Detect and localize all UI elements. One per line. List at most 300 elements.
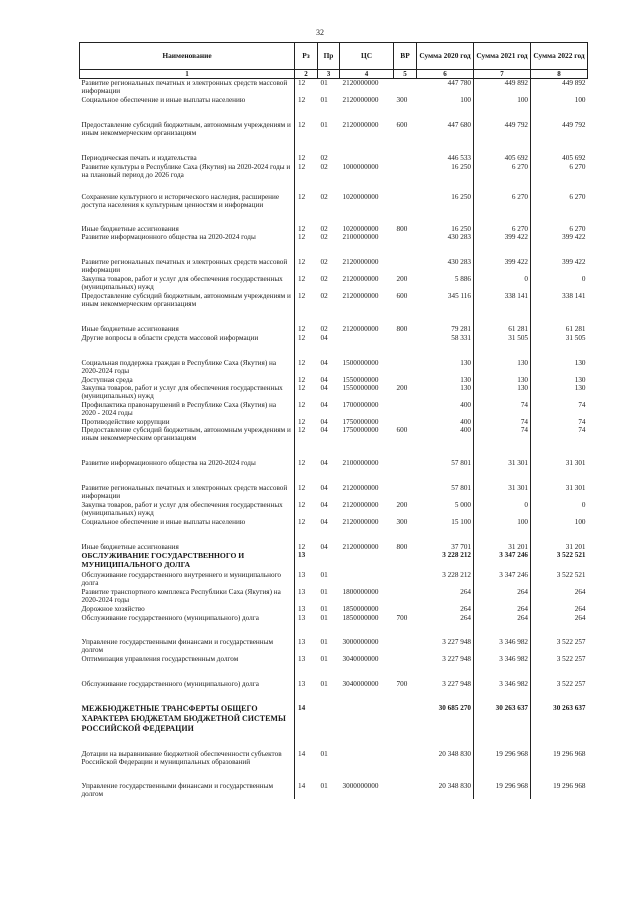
row-pr: 01 xyxy=(320,679,328,688)
row-pr xyxy=(318,551,340,571)
row-pr: 01 xyxy=(320,79,328,87)
table-row xyxy=(80,543,588,551)
row-sum-2022: 130 xyxy=(574,375,586,384)
row-sum-2021: 31 505 xyxy=(474,334,531,359)
table-row xyxy=(80,680,588,704)
row-sum-2020: 446 533 xyxy=(417,154,474,163)
row-vr: 600 xyxy=(396,120,408,129)
row-pr xyxy=(318,704,340,750)
row-rz: 12 xyxy=(298,458,306,467)
row-sum-2022: 264 xyxy=(574,604,586,613)
row-sum-2022: 19 296 968 xyxy=(553,749,586,758)
row-sum-2022: 31 301 xyxy=(565,458,586,467)
row-pr: 04 xyxy=(320,333,328,342)
row-vr xyxy=(394,359,417,376)
row-pr: 02 xyxy=(320,291,328,300)
row-rz: 12 xyxy=(298,425,306,434)
row-pr: 02 xyxy=(320,192,328,201)
row-name: Социальная поддержка граждан в Республике Саха (Якутия) на 2020-2024 годы xyxy=(80,359,295,376)
row-rz: 12 xyxy=(298,333,306,342)
row-rz: 12 xyxy=(298,483,306,492)
row-vr xyxy=(394,418,417,426)
row-vr: 200 xyxy=(396,383,408,392)
row-sum-2021: 31 301 xyxy=(474,484,531,501)
row-sum-2021: 6 270 xyxy=(474,163,531,193)
row-vr xyxy=(394,571,417,588)
row-pr: 04 xyxy=(320,358,328,367)
row-sum-2020: 30 685 270 xyxy=(417,704,474,750)
row-rz: 12 xyxy=(298,120,306,129)
row-name: Периодическая печать и издательства xyxy=(80,154,295,163)
row-rz: 13 xyxy=(298,604,306,613)
row-vr: 300 xyxy=(396,517,408,526)
row-sum-2022: 130 xyxy=(574,383,586,392)
row-sum-2022: 264 xyxy=(574,613,586,622)
header-cs: ЦС xyxy=(340,43,394,70)
table-row xyxy=(80,484,588,501)
row-pr: 04 xyxy=(320,458,328,467)
row-sum-2020: 79 281 xyxy=(417,325,474,334)
row-sum-2020: 430 283 xyxy=(417,258,474,275)
row-vr xyxy=(394,233,417,258)
row-pr: 01 xyxy=(320,637,328,646)
row-vr xyxy=(394,484,417,501)
table-row xyxy=(80,79,588,96)
row-rz: 12 xyxy=(298,417,306,426)
table-row xyxy=(80,638,588,655)
row-sum-2021: 100 xyxy=(474,518,531,543)
row-rz: 13 xyxy=(298,587,306,596)
row-pr: 01 xyxy=(320,587,328,596)
row-pr: 01 xyxy=(320,95,328,104)
row-sum-2022: 3 522 257 xyxy=(556,679,586,688)
row-cs xyxy=(340,750,394,782)
row-vr xyxy=(394,376,417,384)
row-vr xyxy=(394,163,417,193)
row-name: Социальное обеспечение и иные выплаты населению xyxy=(80,96,295,121)
row-rz: 13 xyxy=(298,637,306,646)
row-sum-2022: 449 892 xyxy=(562,79,586,87)
row-pr: 04 xyxy=(320,500,328,509)
row-cs xyxy=(340,551,394,571)
row-rz: 14 xyxy=(298,749,306,758)
row-pr: 02 xyxy=(320,232,328,241)
row-vr: 800 xyxy=(396,224,408,233)
row-pr: 02 xyxy=(320,257,328,266)
row-name: Сохранение культурного и исторического наследия, расширение доступа населения к культурным ценностям и информации xyxy=(80,193,295,225)
row-pr: 01 xyxy=(320,120,328,129)
row-name: Закупка товаров, работ и услуг для обеспечения государственных (муниципальных) нужд xyxy=(80,501,295,518)
row-sum-2021: 3 346 982 xyxy=(474,680,531,704)
row-sum-2021: 405 692 xyxy=(474,154,531,163)
row-sum-2021: 0 xyxy=(474,275,531,292)
row-cs: 2120000000 xyxy=(342,500,379,509)
header-name: Наименование xyxy=(80,43,295,70)
row-vr: 200 xyxy=(396,500,408,509)
row-pr: 04 xyxy=(320,400,328,409)
row-pr: 04 xyxy=(320,542,328,551)
row-sum-2020: 16 250 xyxy=(417,225,474,233)
row-name: Развитие информационного общества на 2020-2024 годы xyxy=(80,459,295,484)
row-sum-2022: 399 422 xyxy=(562,232,586,241)
row-sum-2022: 100 xyxy=(574,517,586,526)
row-pr: 04 xyxy=(320,483,328,492)
budget-table xyxy=(79,42,588,799)
row-cs: 1020000000 xyxy=(342,224,379,233)
row-name: Предоставление субсидий бюджетным, автономным учреждениям и иным некоммерческим организациям xyxy=(80,121,295,154)
row-pr: 01 xyxy=(320,654,328,663)
row-pr: 04 xyxy=(320,417,328,426)
row-sum-2021: 3 346 982 xyxy=(474,638,531,655)
row-cs: 2120000000 xyxy=(342,79,379,87)
row-sum-2021: 31 201 xyxy=(474,543,531,551)
row-pr: 01 xyxy=(320,749,328,758)
row-name: Профилактика правонарушений в Республике Саха (Якутия) на 2020 - 2024 годы xyxy=(80,401,295,418)
table-row xyxy=(80,704,588,750)
row-name: МЕЖБЮДЖЕТНЫЕ ТРАНСФЕРТЫ ОБЩЕГО ХАРАКТЕРА БЮДЖЕТАМ БЮДЖЕТНОЙ СИСТЕМЫ РОССИЙСКОЙ ФЕДЕРАЦИИ xyxy=(80,704,295,750)
row-cs xyxy=(340,704,394,750)
row-name: Развитие культуры в Республике Саха (Якутия) на 2020-2024 годы и на плановый период до 2026 года xyxy=(80,163,295,193)
row-vr xyxy=(394,258,417,275)
row-sum-2020: 3 227 948 xyxy=(417,680,474,704)
row-sum-2020: 447 780 xyxy=(417,79,474,96)
row-sum-2020: 16 250 xyxy=(417,193,474,225)
row-vr: 200 xyxy=(396,274,408,283)
row-sum-2020: 37 701 xyxy=(417,543,474,551)
header-vr: ВР xyxy=(394,43,417,70)
table-row xyxy=(80,154,588,163)
table-row xyxy=(80,605,588,614)
row-rz: 12 xyxy=(298,324,306,333)
table-row xyxy=(80,518,588,543)
row-sum-2020: 3 228 212 xyxy=(417,551,474,571)
row-vr xyxy=(394,154,417,163)
row-sum-2022: 6 270 xyxy=(569,162,586,171)
row-pr: 04 xyxy=(320,517,328,526)
row-cs: 2100000000 xyxy=(342,232,379,241)
table-row xyxy=(80,614,588,638)
table-row xyxy=(80,225,588,233)
row-sum-2021: 74 xyxy=(474,401,531,418)
row-pr: 01 xyxy=(320,604,328,613)
row-sum-2022: 30 263 637 xyxy=(553,703,586,712)
row-pr: 02 xyxy=(320,153,328,162)
row-sum-2022: 449 792 xyxy=(562,120,586,129)
row-sum-2021: 19 296 968 xyxy=(474,782,531,799)
table-row xyxy=(80,426,588,459)
row-vr xyxy=(394,79,417,96)
row-rz: 12 xyxy=(298,500,306,509)
row-cs: 1850000000 xyxy=(342,604,379,613)
table-row xyxy=(80,401,588,418)
row-sum-2021: 264 xyxy=(474,614,531,638)
row-cs: 1000000000 xyxy=(342,162,379,171)
row-name: Предоставление субсидий бюджетным, автономным учреждениям и иным некоммерческим организациям xyxy=(80,426,295,459)
row-sum-2021: 130 xyxy=(474,359,531,376)
row-vr: 800 xyxy=(396,324,408,333)
row-rz: 14 xyxy=(298,781,306,790)
row-name: Оптимизация управления государственным долгом xyxy=(80,655,295,680)
row-cs: 3000000000 xyxy=(342,637,379,646)
row-rz: 12 xyxy=(298,224,306,233)
row-pr: 04 xyxy=(320,383,328,392)
row-name: ОБСЛУЖИВАНИЕ ГОСУДАРСТВЕННОГО И МУНИЦИПАЛЬНОГО ДОЛГА xyxy=(80,551,295,571)
header-rz: Рз xyxy=(295,43,318,70)
row-vr xyxy=(394,193,417,225)
row-rz: 14 xyxy=(298,703,306,712)
row-sum-2021: 19 296 968 xyxy=(474,750,531,782)
row-sum-2022: 3 522 257 xyxy=(556,654,586,663)
row-sum-2022: 3 522 521 xyxy=(556,570,586,579)
row-pr: 01 xyxy=(320,781,328,790)
row-sum-2021: 130 xyxy=(474,384,531,401)
row-sum-2020: 264 xyxy=(417,588,474,605)
row-sum-2022: 74 xyxy=(578,400,586,409)
row-sum-2022: 6 270 xyxy=(569,192,586,201)
row-name: Предоставление субсидий бюджетным, автономным учреждениям и иным некоммерческим организациям xyxy=(80,292,295,325)
row-sum-2021: 3 347 246 xyxy=(474,551,531,571)
row-name: Дорожное хозяйство xyxy=(80,605,295,614)
row-rz: 12 xyxy=(298,517,306,526)
row-name: Социальное обеспечение и иные выплаты населению xyxy=(80,518,295,543)
row-vr xyxy=(394,750,417,782)
row-pr: 04 xyxy=(320,425,328,434)
row-cs xyxy=(340,334,394,359)
row-sum-2021: 74 xyxy=(474,426,531,459)
row-cs: 2120000000 xyxy=(342,517,379,526)
row-rz: 12 xyxy=(298,400,306,409)
row-cs: 2100000000 xyxy=(342,458,379,467)
row-cs: 1020000000 xyxy=(342,192,379,201)
row-vr: 800 xyxy=(396,542,408,551)
row-sum-2022: 0 xyxy=(581,500,586,509)
header-pr: Пр xyxy=(318,43,340,70)
row-sum-2022: 61 281 xyxy=(565,324,586,333)
row-vr xyxy=(394,588,417,605)
row-sum-2020: 58 331 xyxy=(417,334,474,359)
row-sum-2022: 399 422 xyxy=(562,257,586,266)
row-sum-2020: 264 xyxy=(417,614,474,638)
row-sum-2021: 6 270 xyxy=(474,193,531,225)
row-sum-2020: 57 801 xyxy=(417,484,474,501)
table-row xyxy=(80,121,588,154)
row-name: Другие вопросы в области средств массовой информации xyxy=(80,334,295,359)
row-sum-2021: 74 xyxy=(474,418,531,426)
row-sum-2020: 447 680 xyxy=(417,121,474,154)
row-cs: 2120000000 xyxy=(342,542,379,551)
row-cs: 1800000000 xyxy=(342,587,379,596)
row-sum-2020: 400 xyxy=(417,426,474,459)
row-sum-2020: 264 xyxy=(417,605,474,614)
row-vr xyxy=(394,605,417,614)
table-row xyxy=(80,292,588,325)
row-pr: 02 xyxy=(320,274,328,283)
row-cs xyxy=(340,154,394,163)
row-rz: 12 xyxy=(298,153,306,162)
row-vr xyxy=(394,782,417,799)
row-sum-2021: 3 347 246 xyxy=(474,571,531,588)
row-sum-2021: 6 270 xyxy=(474,225,531,233)
row-cs: 1500000000 xyxy=(342,358,379,367)
row-pr: 02 xyxy=(320,162,328,171)
row-sum-2021: 264 xyxy=(474,605,531,614)
row-sum-2021: 338 141 xyxy=(474,292,531,325)
row-sum-2021: 449 792 xyxy=(474,121,531,154)
row-vr xyxy=(394,401,417,418)
row-sum-2022: 31 301 xyxy=(565,483,586,492)
row-sum-2020: 100 xyxy=(417,96,474,121)
row-sum-2021: 399 422 xyxy=(474,233,531,258)
column-number: 1 xyxy=(80,70,295,79)
row-rz: 13 xyxy=(298,613,306,622)
row-vr: 600 xyxy=(396,291,408,300)
row-sum-2021: 61 281 xyxy=(474,325,531,334)
row-rz: 12 xyxy=(298,291,306,300)
column-number: 8 xyxy=(531,70,588,79)
row-cs: 3040000000 xyxy=(342,654,379,663)
row-vr: 700 xyxy=(396,613,408,622)
row-sum-2022: 31 201 xyxy=(565,542,586,551)
row-sum-2022: 130 xyxy=(574,358,586,367)
header-sum-2022: Сумма 2022 год xyxy=(531,43,588,70)
row-cs: 1750000000 xyxy=(342,417,379,426)
row-sum-2020: 5 886 xyxy=(417,275,474,292)
row-sum-2021: 3 346 982 xyxy=(474,655,531,680)
table-row xyxy=(80,376,588,384)
row-name: Управление государственными финансами и государственным долгом xyxy=(80,638,295,655)
row-vr xyxy=(394,459,417,484)
row-sum-2020: 130 xyxy=(417,376,474,384)
row-vr: 600 xyxy=(396,425,408,434)
column-number: 7 xyxy=(474,70,531,79)
table-row xyxy=(80,233,588,258)
row-vr: 300 xyxy=(396,95,408,104)
row-name: Доступная среда xyxy=(80,376,295,384)
table-row xyxy=(80,655,588,680)
row-sum-2020: 130 xyxy=(417,359,474,376)
row-cs: 3000000000 xyxy=(342,781,379,790)
row-rz: 12 xyxy=(298,79,306,87)
row-rz: 13 xyxy=(298,654,306,663)
row-name: Развитие региональных печатных и электронных средств массовой информации xyxy=(80,258,295,275)
row-sum-2020: 400 xyxy=(417,401,474,418)
header-sum-2020: Сумма 2020 год xyxy=(417,43,474,70)
row-name: Иные бюджетные ассигнования xyxy=(80,325,295,334)
row-sum-2022: 3 522 521 xyxy=(556,550,586,559)
row-sum-2022: 264 xyxy=(574,587,586,596)
table-row xyxy=(80,551,588,571)
row-sum-2020: 57 801 xyxy=(417,459,474,484)
row-sum-2020: 5 000 xyxy=(417,501,474,518)
row-sum-2022: 0 xyxy=(581,274,586,283)
table-row xyxy=(80,418,588,426)
table-row xyxy=(80,359,588,376)
row-cs xyxy=(340,571,394,588)
row-sum-2020: 20 348 830 xyxy=(417,750,474,782)
row-sum-2020: 3 227 948 xyxy=(417,655,474,680)
row-sum-2021: 264 xyxy=(474,588,531,605)
row-cs: 2120000000 xyxy=(342,274,379,283)
header-sum-2021: Сумма 2021 год xyxy=(474,43,531,70)
row-sum-2022: 405 692 xyxy=(562,153,586,162)
row-cs: 1550000000 xyxy=(342,383,379,392)
table-row xyxy=(80,782,588,799)
row-rz: 12 xyxy=(298,95,306,104)
row-sum-2020: 20 348 830 xyxy=(417,782,474,799)
row-rz: 13 xyxy=(298,679,306,688)
table-row xyxy=(80,588,588,605)
table-row xyxy=(80,193,588,225)
row-vr xyxy=(394,334,417,359)
row-sum-2022: 74 xyxy=(578,425,586,434)
row-name: Обслуживание государственного (муниципального) долга xyxy=(80,614,295,638)
row-name: Управление государственными финансами и государственным долгом xyxy=(80,782,295,799)
row-rz: 12 xyxy=(298,358,306,367)
table-row xyxy=(80,334,588,359)
column-number: 4 xyxy=(340,70,394,79)
column-number: 3 xyxy=(318,70,340,79)
row-name: Развитие информационного общества на 2020-2024 годы xyxy=(80,233,295,258)
row-name: Развитие региональных печатных и электронных средств массовой информации xyxy=(80,79,295,96)
table-row xyxy=(80,163,588,193)
row-vr xyxy=(394,655,417,680)
row-sum-2022: 6 270 xyxy=(569,224,586,233)
row-sum-2020: 3 227 948 xyxy=(417,638,474,655)
row-sum-2021: 100 xyxy=(474,96,531,121)
column-number: 2 xyxy=(295,70,318,79)
row-rz: 12 xyxy=(298,375,306,384)
row-rz: 12 xyxy=(298,192,306,201)
row-sum-2021: 30 263 637 xyxy=(474,704,531,750)
row-sum-2022: 100 xyxy=(574,95,586,104)
row-name: Иные бюджетные ассигнования xyxy=(80,225,295,233)
column-number: 5 xyxy=(394,70,417,79)
row-sum-2021: 31 301 xyxy=(474,459,531,484)
row-rz: 13 xyxy=(298,550,306,559)
row-sum-2020: 16 250 xyxy=(417,163,474,193)
row-rz: 12 xyxy=(298,383,306,392)
row-sum-2022: 74 xyxy=(578,417,586,426)
row-sum-2020: 400 xyxy=(417,418,474,426)
row-sum-2021: 399 422 xyxy=(474,258,531,275)
page-number: 32 xyxy=(316,28,324,37)
row-pr: 01 xyxy=(320,570,328,579)
row-vr xyxy=(394,638,417,655)
row-pr: 02 xyxy=(320,324,328,333)
row-pr: 01 xyxy=(320,613,328,622)
table-row xyxy=(80,501,588,518)
table-row xyxy=(80,459,588,484)
table-row xyxy=(80,384,588,401)
row-vr xyxy=(394,704,417,750)
row-sum-2021: 130 xyxy=(474,376,531,384)
row-sum-2021: 449 892 xyxy=(474,79,531,96)
table-row xyxy=(80,275,588,292)
row-sum-2020: 430 283 xyxy=(417,233,474,258)
row-name: Обслуживание государственного внутреннего и муниципального долга xyxy=(80,571,295,588)
row-vr xyxy=(394,551,417,571)
row-cs: 3040000000 xyxy=(342,679,379,688)
row-cs: 2120000000 xyxy=(342,324,379,333)
row-cs: 1750000000 xyxy=(342,425,379,434)
row-cs: 2120000000 xyxy=(342,120,379,129)
table-body xyxy=(80,79,588,799)
row-sum-2021: 0 xyxy=(474,501,531,518)
row-rz: 13 xyxy=(298,570,306,579)
row-sum-2022: 31 505 xyxy=(565,333,586,342)
row-rz: 12 xyxy=(298,274,306,283)
row-cs: 2120000000 xyxy=(342,95,379,104)
